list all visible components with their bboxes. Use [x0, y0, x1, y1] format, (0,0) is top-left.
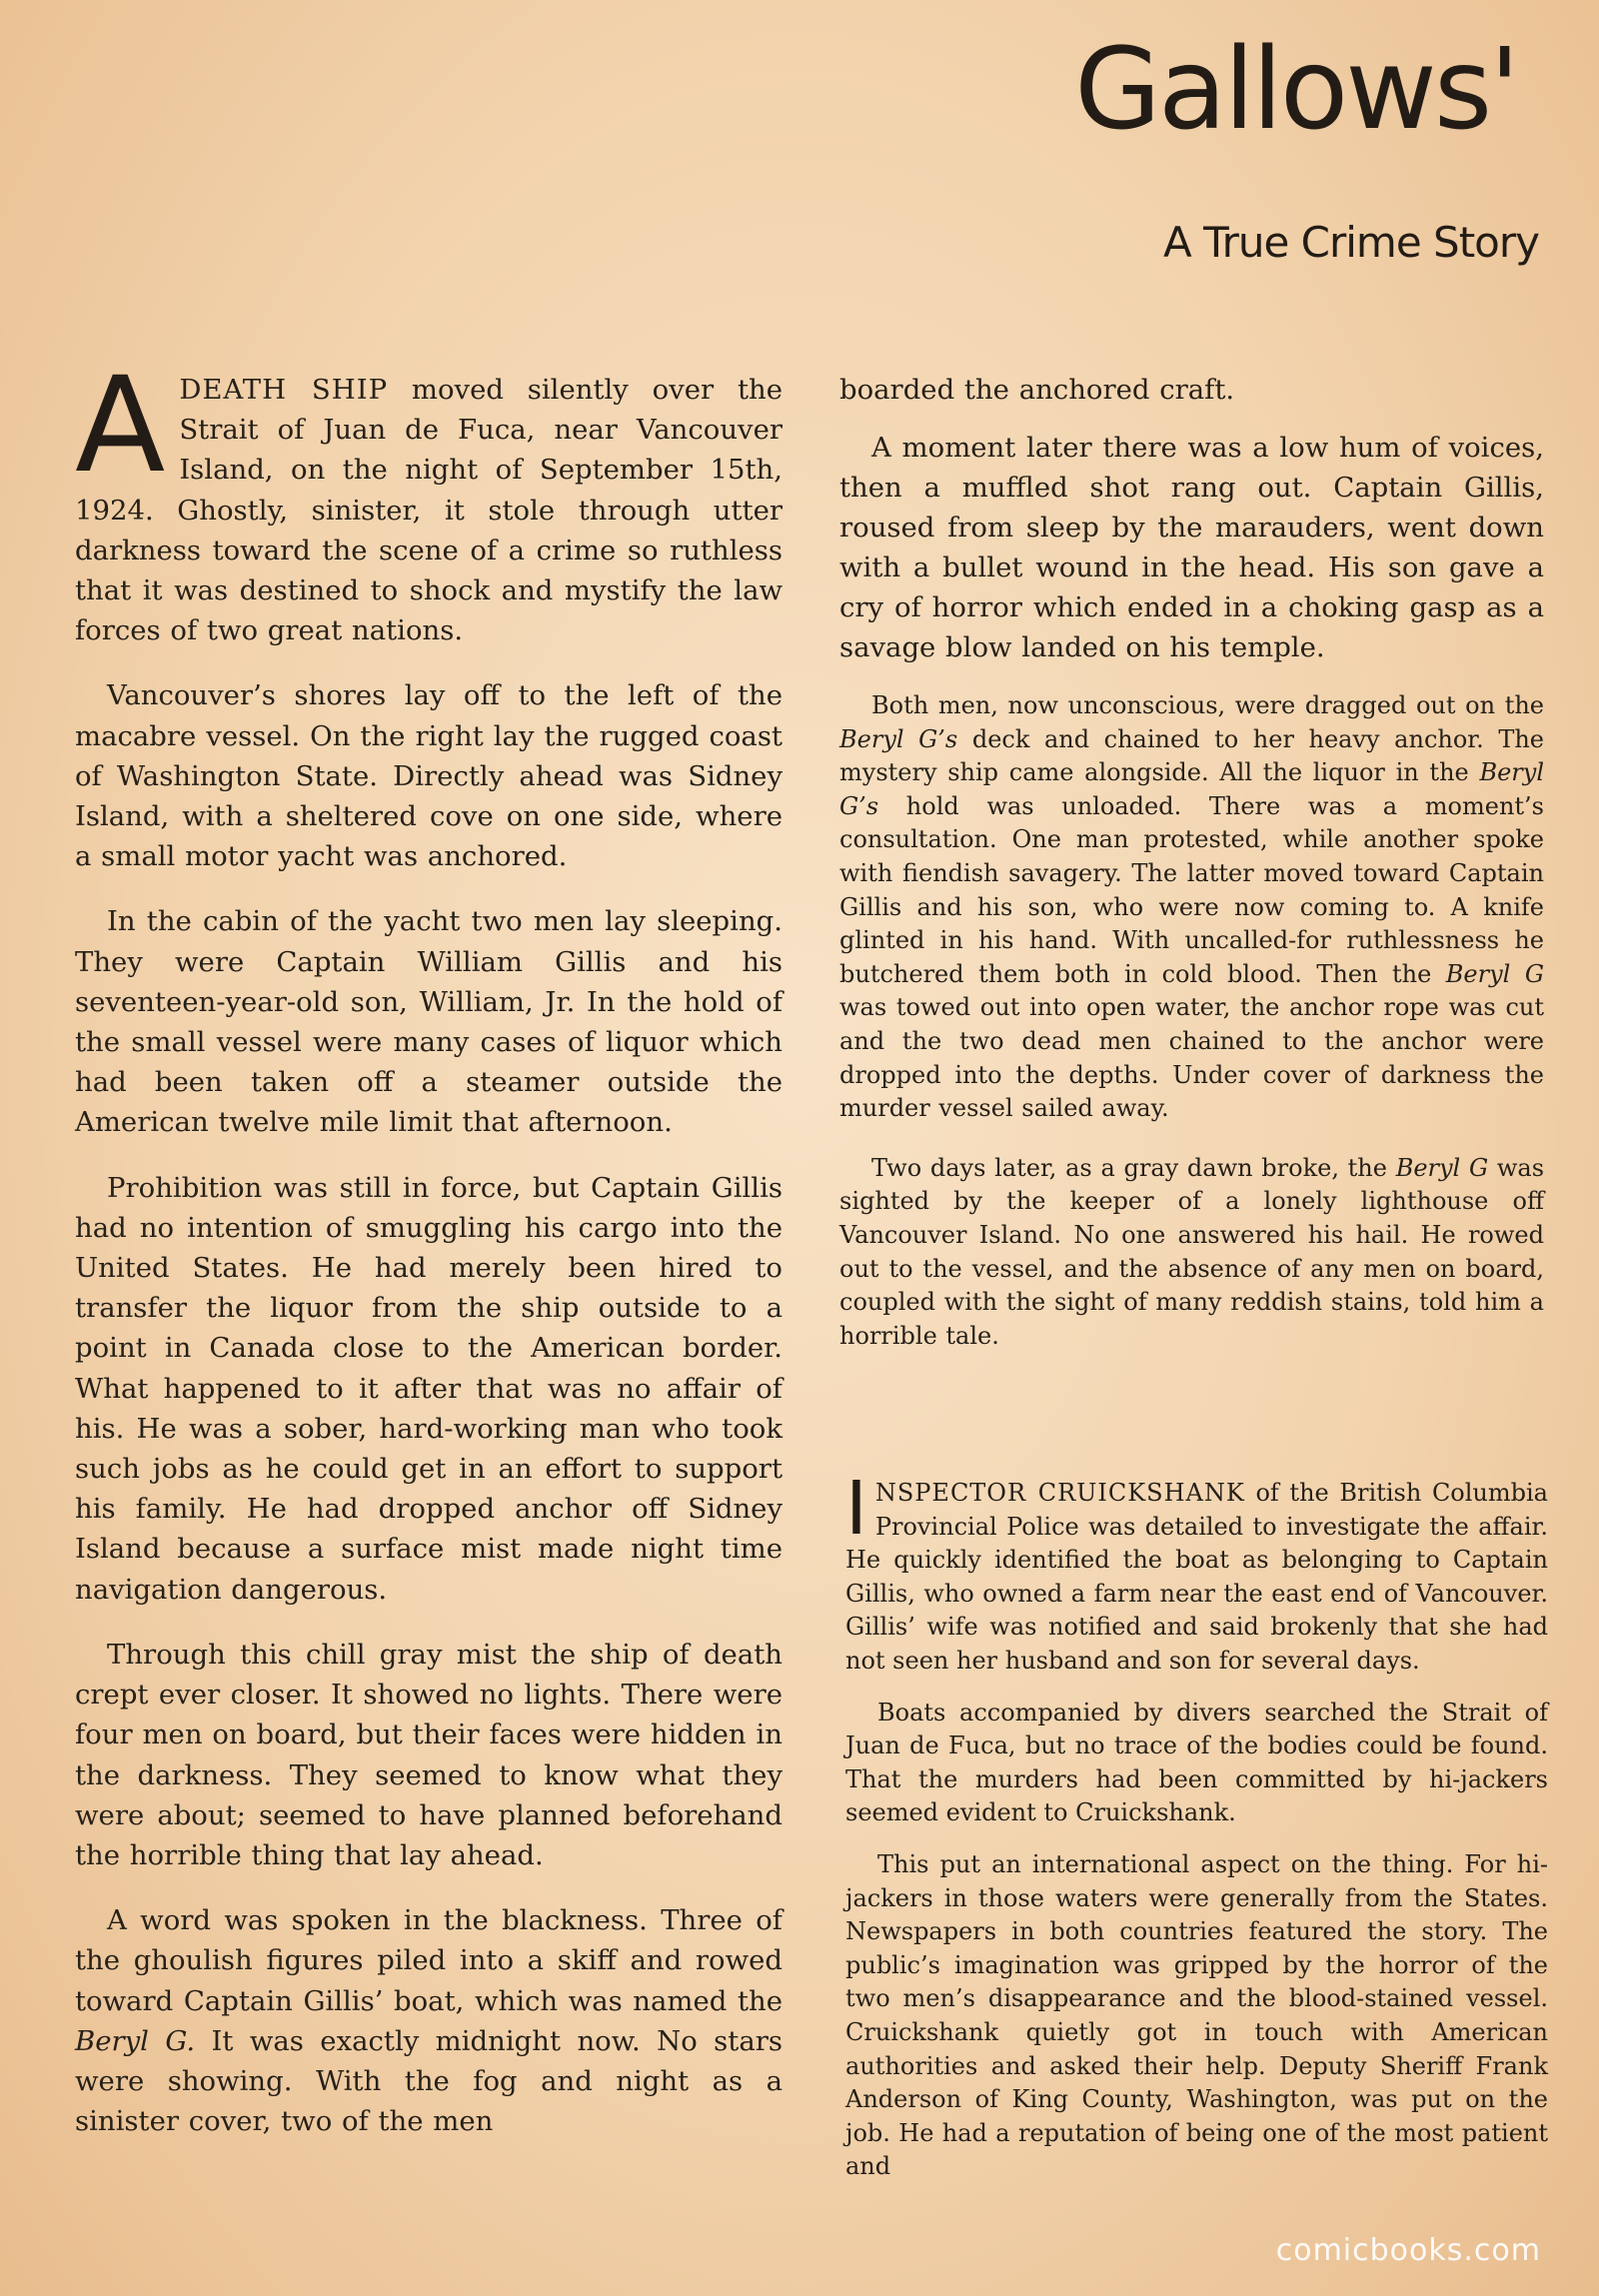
ship-name: Beryl G [1395, 1153, 1489, 1182]
paragraph-text: was towed out into open water, the anchor rope was cut and the two dead men chained to the anchor were dropped into the depths. Under cover of darkness the murder vessel sailed away. [839, 993, 1544, 1123]
page-subtitle: A True Crime Story [1163, 218, 1539, 267]
ship-name: Beryl G [1445, 959, 1544, 988]
paragraph-6 [75, 1900, 783, 2141]
lead-in: NSPECTOR CRUICKSHANK [874, 1479, 1245, 1507]
paragraph-text: moved silently over the Strait of Juan de Fuca, near Vancouver Island, on the night of September 15th, 1924. Ghostly, sinister, it stole through utter darkness toward the scene of a crime so ruthless that it was destined to shock and mystify the law forces of two great nations. [75, 374, 783, 647]
paragraph-1 [75, 349, 783, 650]
paragraph-text: deck and chained to her heavy anchor. The mystery ship came alongside. All the liquor in the [839, 724, 1544, 787]
paragraph-5: Through this chill gray mist the ship of death crept ever closer. It showed no lights. There were four men on board, but their faces were hidden in the darkness. They seemed to know what they were about; seemed to have planned beforehand the horrible thing that lay ahead. [75, 1638, 783, 1871]
watermark: comicbooks.com [1275, 2233, 1541, 2268]
page-title: Gallows' [1074, 25, 1517, 155]
paragraph-text: It was exactly midnight now. No stars were showing. With the fog and night as a sinister cover, two of the men [75, 2024, 783, 2138]
drop-cap: A [75, 349, 166, 503]
paragraph-text: A word was spoken in the blackness. Three of the ghoulish figures piled into a skiff and rowed toward Captain Gillis’ boat, which was named the [75, 1904, 783, 2017]
drop-cap: I [845, 1466, 867, 1552]
paragraph-11: Boats accompanied by divers searched the Strait of Juan de Fuca, but no trace of the bodies could be found. That the murders had been committed by hi-jackers seemed evident to Cruickshank. [845, 1698, 1548, 1827]
left-column [75, 349, 783, 2166]
paragraph-4: Prohibition was still in force, but Captain Gillis had no intention of smuggling his cargo into the United States. He had merely been hired to transfer the liquor from the ship outside to a point in Canada close to the American border. What happened to it after that was no affair of his. He was a sober, hard-working man who took such jobs as he could get in an effort to support his family. He had dropped anchor off Sidney Island because a surface mist made night time navigation dangerous. [75, 1171, 783, 1606]
right-column-bottom [845, 1466, 1548, 2202]
paragraph-text: Two days later, as a gray dawn broke, the [871, 1153, 1396, 1182]
paragraph-text: Both men, now unconscious, were dragged out on the [871, 691, 1544, 719]
paragraph-text: hold was unloaded. There was a moment’s consultation. One man protested, while another spoke with fiendish savagery. The latter moved toward Captain Gillis and his son, who were now coming to. A knife glinted in his hand. With uncalled-for ruthlessness he butchered them both in cold blood. Then the [839, 791, 1544, 988]
paragraph-12: This put an international aspect on the thing. For hi-jackers in those waters were generally from the States. Newspapers in both countries featured the story. The public’s imagination was gripped by the horror of the two men’s disappearance and the blood-stained vessel. Cruickshank quietly got in touch with American authorities and asked their help. Deputy Sheriff Frank Anderson of King County, Washington, was put on the job. He had a reputation of being one of the most patient and [845, 1849, 1548, 2181]
right-column-top [839, 370, 1544, 1379]
paragraph-3: In the cabin of the yacht two men lay sleeping. They were Captain William Gillis and his seventeen-year-old son, William, Jr. In the hold of the small vessel were many cases of liquor which had been taken off a steamer outside the American twelve mile limit that afternoon. [75, 905, 783, 1139]
paragraph-text: of the British Columbia Provincial Police was detailed to investigate the affair. He quickly identified the boat as belonging to Captain Gillis, who owned a farm near the east end of Vancouver. Gillis’ wife was notified and said brokenly that she had not seen her husband and son for several days. [845, 1479, 1548, 1675]
lead-in: DEATH SHIP [179, 374, 389, 406]
paragraph-text: was sighted by the keeper of a lonely lighthouse off Vancouver Island. No one answered his hail. He rowed out to the vessel, and the absence of any men on board, coupled with the sight of many reddish stains, told him a horrible tale. [839, 1153, 1545, 1350]
paragraph-7: A moment later there was a low hum of voices, then a muffled shot rang out. Captain Gillis, roused from sleep by the marauders, went down with a bullet wound in the head. His son gave a cry of horror which ended in a choking gasp as a savage blow landed on his temple. [839, 432, 1544, 663]
paragraph-9 [839, 1152, 1544, 1354]
continuation-line: boarded the anchored craft. [839, 374, 1235, 406]
paragraph-8 [839, 689, 1544, 1126]
paragraph-2: Vancouver’s shores lay off to the left of the macabre vessel. On the right lay the rugged coast of Washington State. Directly ahead was Sidney Island, with a sheltered cove on one side, where a small motor yacht was anchored. [75, 679, 783, 873]
paragraph-10 [845, 1466, 1548, 1679]
ship-name: Beryl G’s [839, 724, 958, 753]
ship-name: Beryl G. [75, 2024, 196, 2057]
ship-name: Beryl G’s [839, 758, 1544, 820]
